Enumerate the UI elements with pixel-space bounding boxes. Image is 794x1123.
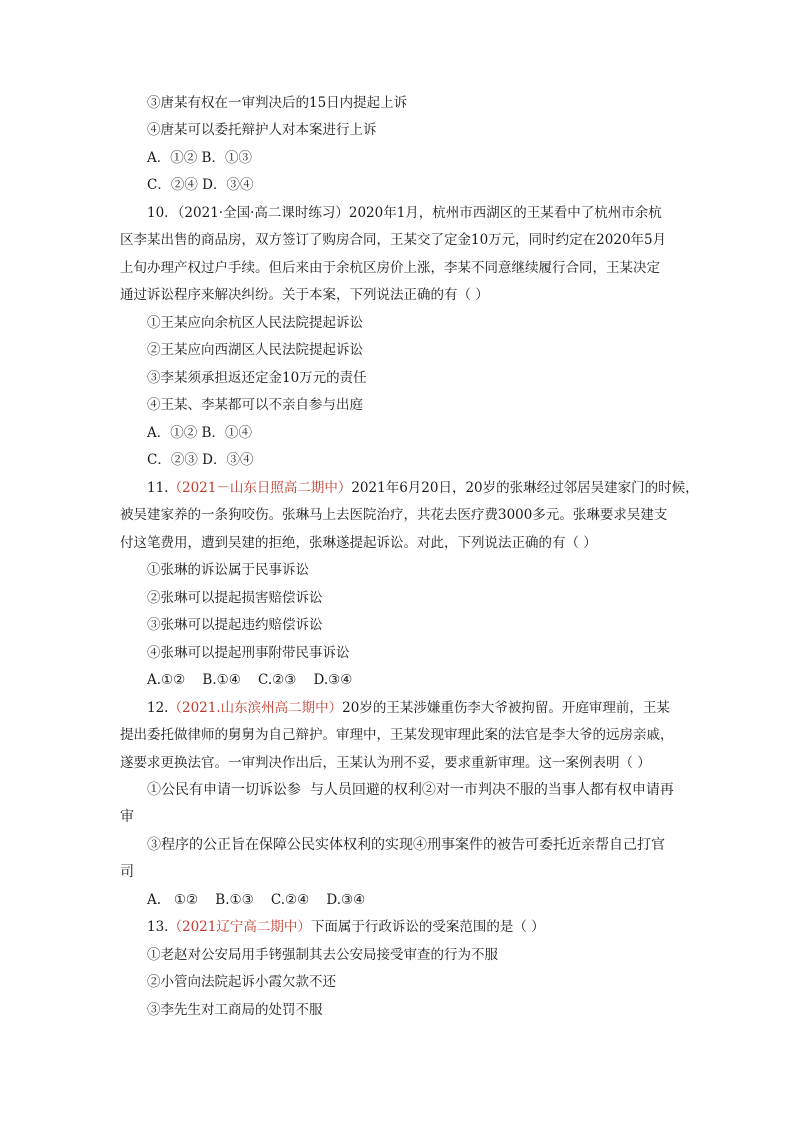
q12-number: 12. bbox=[147, 700, 169, 716]
q11-stem-text: 2021年6月20日，20岁的张琳经过邻居吴建家门的时候， bbox=[351, 480, 699, 496]
q11-item-1: ①张琳的诉讼属于民事诉讼 bbox=[147, 562, 309, 578]
q13-source-tag: （2021辽宁高二期中） bbox=[168, 919, 311, 935]
q12-options: A. ①② B.①③ C.②④ D.③④ bbox=[147, 892, 366, 908]
q11-options: A.①② B.①④ C.②③ D.③④ bbox=[147, 672, 353, 688]
q9-options-cd: C．②④ D．③④ bbox=[147, 177, 254, 193]
q10-item-1: ①王某应向余杭区人民法院提起诉讼 bbox=[147, 315, 363, 331]
q10-item-3: ③李某须承担返还定金10万元的责任 bbox=[147, 370, 367, 386]
q11-item-3: ③张琳可以提起违约赔偿诉讼 bbox=[147, 617, 323, 633]
q11-stem-line-2: 被吴建家养的一条狗咬伤。张琳马上去医院治疗，共花去医疗费3000多元。张琳要求吴建支 bbox=[120, 507, 668, 523]
q9-item-4: ④唐某可以委托辩护人对本案进行上诉 bbox=[147, 122, 377, 138]
q10-item-2: ②王某应向西湖区人民法院提起诉讼 bbox=[147, 342, 363, 358]
q12-items-1-2-line-a: ①公民有申请一切诉讼参 与人员回避的权利②对一市判决不服的当事人都有权申请再 bbox=[147, 782, 674, 798]
q10-options-ab: A．①② B．①④ bbox=[147, 425, 252, 441]
q12-stem-line-2: 提出委托做律师的舅舅为自己辩护。审理中，王某发现审理此案的法官是李大爷的远房亲戚， bbox=[120, 727, 674, 743]
q10-stem-line-1: 10．（2021·全国·高二课时练习）2020年1月，杭州市西湖区的王某看中了杭州市余杭 bbox=[147, 205, 662, 221]
q10-stem-line-3: 上旬办理产权过户手续。但后来由于余杭区房价上涨，李某不同意继续履行合同，王某决定 bbox=[120, 260, 660, 276]
q13-number: 13. bbox=[147, 919, 169, 935]
q12-stem-line-1 bbox=[147, 699, 670, 717]
q11-stem-line-1 bbox=[147, 479, 699, 497]
q12-stem-line-3: 遂要求更换法官。一审判决作出后，王某认为刑不妥，要求重新审理。这一案例表明（ ） bbox=[120, 755, 651, 771]
q13-item-3: ③李先生对工商局的处罚不服 bbox=[147, 1002, 323, 1018]
q11-source-tag: （2021－山东日照高二期中） bbox=[168, 480, 352, 496]
q11-number: 11. bbox=[147, 480, 169, 496]
q12-stem-text: 20岁的王某涉嫌重伤李大爷被拘留。开庭审理前，王某 bbox=[342, 700, 670, 716]
q9-options-ab: A．①② B．①③ bbox=[147, 150, 252, 166]
q10-item-4: ④王某、李某都可以不亲自参与出庭 bbox=[147, 397, 363, 413]
q11-item-4: ④张琳可以提起刑事附带民事诉讼 bbox=[147, 645, 350, 661]
q12-items-3-4-line-a: ③程序的公正旨在保障公民实体权利的实现④刑事案件的被告可委托近亲帮自己打官 bbox=[147, 837, 665, 853]
q10-stem-line-4: 通过诉讼程序来解决纠纷。关于本案，下列说法正确的有（ ） bbox=[120, 287, 489, 303]
q13-stem-line-1 bbox=[147, 918, 545, 936]
q12-source-tag: （2021.山东滨州高二期中） bbox=[168, 700, 343, 716]
q13-stem-text: 下面属于行政诉讼的受案范围的是（ ） bbox=[310, 919, 545, 935]
q13-item-1: ①老赵对公安局用手铐强制其去公安局接受审查的行为不服 bbox=[147, 947, 498, 963]
q11-item-2: ②张琳可以提起损害赔偿诉讼 bbox=[147, 590, 323, 606]
q9-item-3: ③唐某有权在一审判决后的15日内提起上诉 bbox=[147, 95, 408, 111]
q12-items-3-4-line-b: 司 bbox=[120, 864, 134, 880]
q11-stem-line-3: 付这笔费用，遭到吴建的拒绝，张琳遂提起诉讼。对此，下列说法正确的有（ ） bbox=[120, 535, 597, 551]
q10-stem-line-2: 区李某出售的商品房，双方签订了购房合同，王某交了定金10万元，同时约定在2020年5月 bbox=[120, 232, 667, 248]
q13-item-2: ②小管向法院起诉小霞欠款不还 bbox=[147, 974, 336, 990]
q10-options-cd: C．②③ D．③④ bbox=[147, 452, 254, 468]
q12-items-1-2-line-b: 审 bbox=[120, 809, 134, 825]
